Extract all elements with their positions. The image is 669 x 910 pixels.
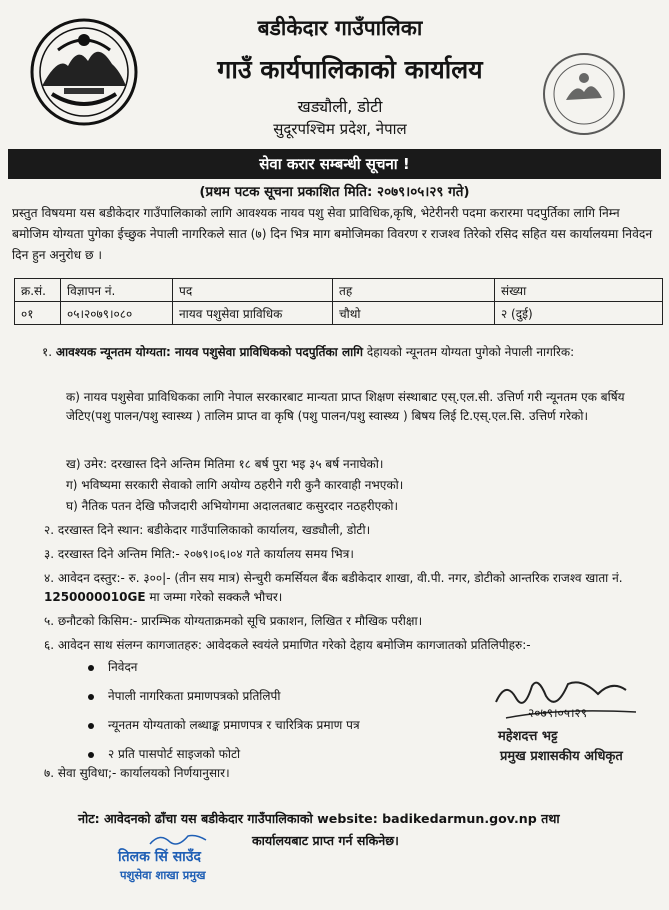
notice-banner: सेवा करार सम्बन्धी सूचना ! <box>8 149 661 179</box>
table-header: संख्या <box>495 279 663 302</box>
section-1-heading: आवश्यक न्यूनतम योग्यता: नायव पशुसेवा प्राविधिकको पदपुर्तिका लागि <box>55 345 364 359</box>
list-item <box>88 716 360 733</box>
signatory-title: प्रमुख प्रशासकीय अधिकृत <box>500 749 623 764</box>
note-line-2: कार्यालयबाट प्राप्त गर्न सकिनेछ। <box>252 833 399 848</box>
qualification-kha: ख) उमेर: दरखास्त दिने अन्तिम मितिमा १८ बर्ष पुरा भइ ३५ बर्ष ननाघेको। <box>66 457 384 471</box>
table-header-row <box>15 279 663 302</box>
section-4 <box>44 569 662 607</box>
bullet-icon <box>88 665 94 671</box>
table-row <box>15 302 663 325</box>
table-header: पद <box>173 279 333 302</box>
signature-date: २०७९।०५।२९ <box>528 706 588 720</box>
bullet-icon <box>88 752 94 758</box>
section-4-text-end: मा जम्मा गरेको सक्कलै भौचर। <box>145 590 283 604</box>
section-1-text: देहायको न्यूनतम योग्यता पुगेको नेपाली नागरिक: <box>363 345 575 359</box>
municipality-title: बडीकेदार गाउँपालिका <box>257 16 423 40</box>
list-item <box>88 745 240 762</box>
note-text-end: तथा <box>536 811 560 826</box>
note-text: नोट: आवेदनको ढाँचा यस बडीकेदार गाउँपालिकाको website: <box>78 811 383 826</box>
table-cell: चौथो <box>333 302 495 325</box>
table-header: विज्ञापन नं. <box>61 279 173 302</box>
section-1 <box>42 343 662 362</box>
list-item <box>88 658 137 675</box>
signatory-name: महेशदत्त भट्ट <box>498 729 558 744</box>
section-chief-name: तिलक सिं साउँद <box>118 849 201 865</box>
section-6: ६. आवेदन साथ संलग्न कागजातहरु: आवेदकले स्वयंले प्रमाणित गरेको देहाय बमोजिम कागजातको प्रतिलिपीहरु:- <box>44 638 531 652</box>
account-number: 1250000010GE <box>44 590 146 604</box>
office-title: गाउँ कार्यपालिकाको कार्यालय <box>217 55 483 84</box>
list-item <box>88 687 280 704</box>
section-7: ७. सेवा सुविधा;- कार्यालयको निर्णयानुसार। <box>44 766 230 780</box>
section-5: ५. छनौटको किसिम:- प्रारम्भिक योग्यताक्रमको सूचि प्रकाशन, लिखित र मौखिक परीक्षा। <box>44 614 423 628</box>
table-header: तह <box>333 279 495 302</box>
table-cell: २ (दुई) <box>495 302 663 325</box>
intro-paragraph: प्रस्तुत विषयमा यस बडीकेदार गाउँपालिकाको लागि आवश्यक नायव पशु सेवा प्राविधिक,कृषि, भेटेरीनरी पदमा करारमा पदपुर्तिका लागि निम्न बमोजिम योग्यता पुगेका ईच्छुक नेपाली नागरिकले सात (७) दिन भित्र माग बमोजिमका विवरण र राजश्व तिरेको रसिद सहित यस कार्यालयमा निवेदन दिन हुन अनुरोध छ । <box>12 206 653 262</box>
office-province: सुदूरपश्चिम प्रदेश, नेपाल <box>273 120 407 138</box>
list-item-text: न्यूनतम योग्यताको लब्धाङ्क प्रमाणपत्र र चारित्रिक प्रमाण पत्र <box>108 718 360 732</box>
publish-date: (प्रथम पटक सूचना प्रकाशित मिति: २०७९।०५।२९ गते) <box>199 184 470 200</box>
office-location: खड्यौली, डोटी <box>297 97 383 116</box>
qualification-ka: क) नायव पशुसेवा प्राविधिकका लागि नेपाल सरकारबाट मान्यता प्राप्त शिक्षण संस्थाबाट एस्.एल.सी. उत्तिर्ण गरी न्यूनतम एक बर्षिय जेटिए(पशु पालन/पशु स्वास्थ्य ) तालिम प्राप्त वा कृषि (पशु पालन/पशु स्वास्थ्य ) बिषय लिई टि.एस्.एल.सि. उत्तिर्ण गरेको। <box>66 390 625 423</box>
table-cell: नायव पशुसेवा प्राविधिक <box>173 302 333 325</box>
list-item-text: नेपाली नागरिकता प्रमाणपत्रको प्रतिलिपी <box>108 689 281 703</box>
office-stamp-icon <box>526 48 646 140</box>
section-3: ३. दरखास्त दिने अन्तिम मिति:- २०७९।०६।०४ गते कार्यालय समय भित्र। <box>44 547 354 561</box>
nepal-emblem-icon <box>28 16 140 128</box>
section-chief-title: पशुसेवा शाखा प्रमुख <box>120 868 206 882</box>
list-item-text: २ प्रति पासपोर्ट साइजको फोटो <box>108 747 241 761</box>
table-header: क्र.सं. <box>15 279 61 302</box>
vacancy-table <box>14 278 663 325</box>
section-2: २. दरखास्त दिने स्थान: बडीकेदार गाउँपालिकाको कार्यालय, खड्यौली, डोटी। <box>44 523 371 537</box>
bullet-icon <box>88 694 94 700</box>
website-link[interactable]: badikedarmun.gov.np <box>382 811 537 826</box>
section-1-number: १. <box>42 345 53 359</box>
bullet-icon <box>88 723 94 729</box>
qualification-ga: ग) भविष्यमा सरकारी सेवाको लागि अयोग्य ठहरीने गरी कुनै कारवाही नभएको। <box>66 478 404 492</box>
list-item-text: निवेदन <box>108 660 138 674</box>
table-cell: ०१ <box>15 302 61 325</box>
section-4-text: ४. आवेदन दस्तुर:- रु. ३००|- (तीन सय मात्र) सेन्चुरी कमर्सियल बैंक बडीकेदार शाखा, वी.पी. नगर, डोटीको आन्तरिक राजश्व खाता नं. <box>44 571 623 585</box>
table-cell: ०५।२०७९।०८० <box>61 302 173 325</box>
note-line-1 <box>78 810 668 827</box>
qualification-gha: घ) नैतिक पतन देखि फौजदारी अभियोगमा अदालतबाट कसुरदार नठहरीएको। <box>66 499 399 513</box>
